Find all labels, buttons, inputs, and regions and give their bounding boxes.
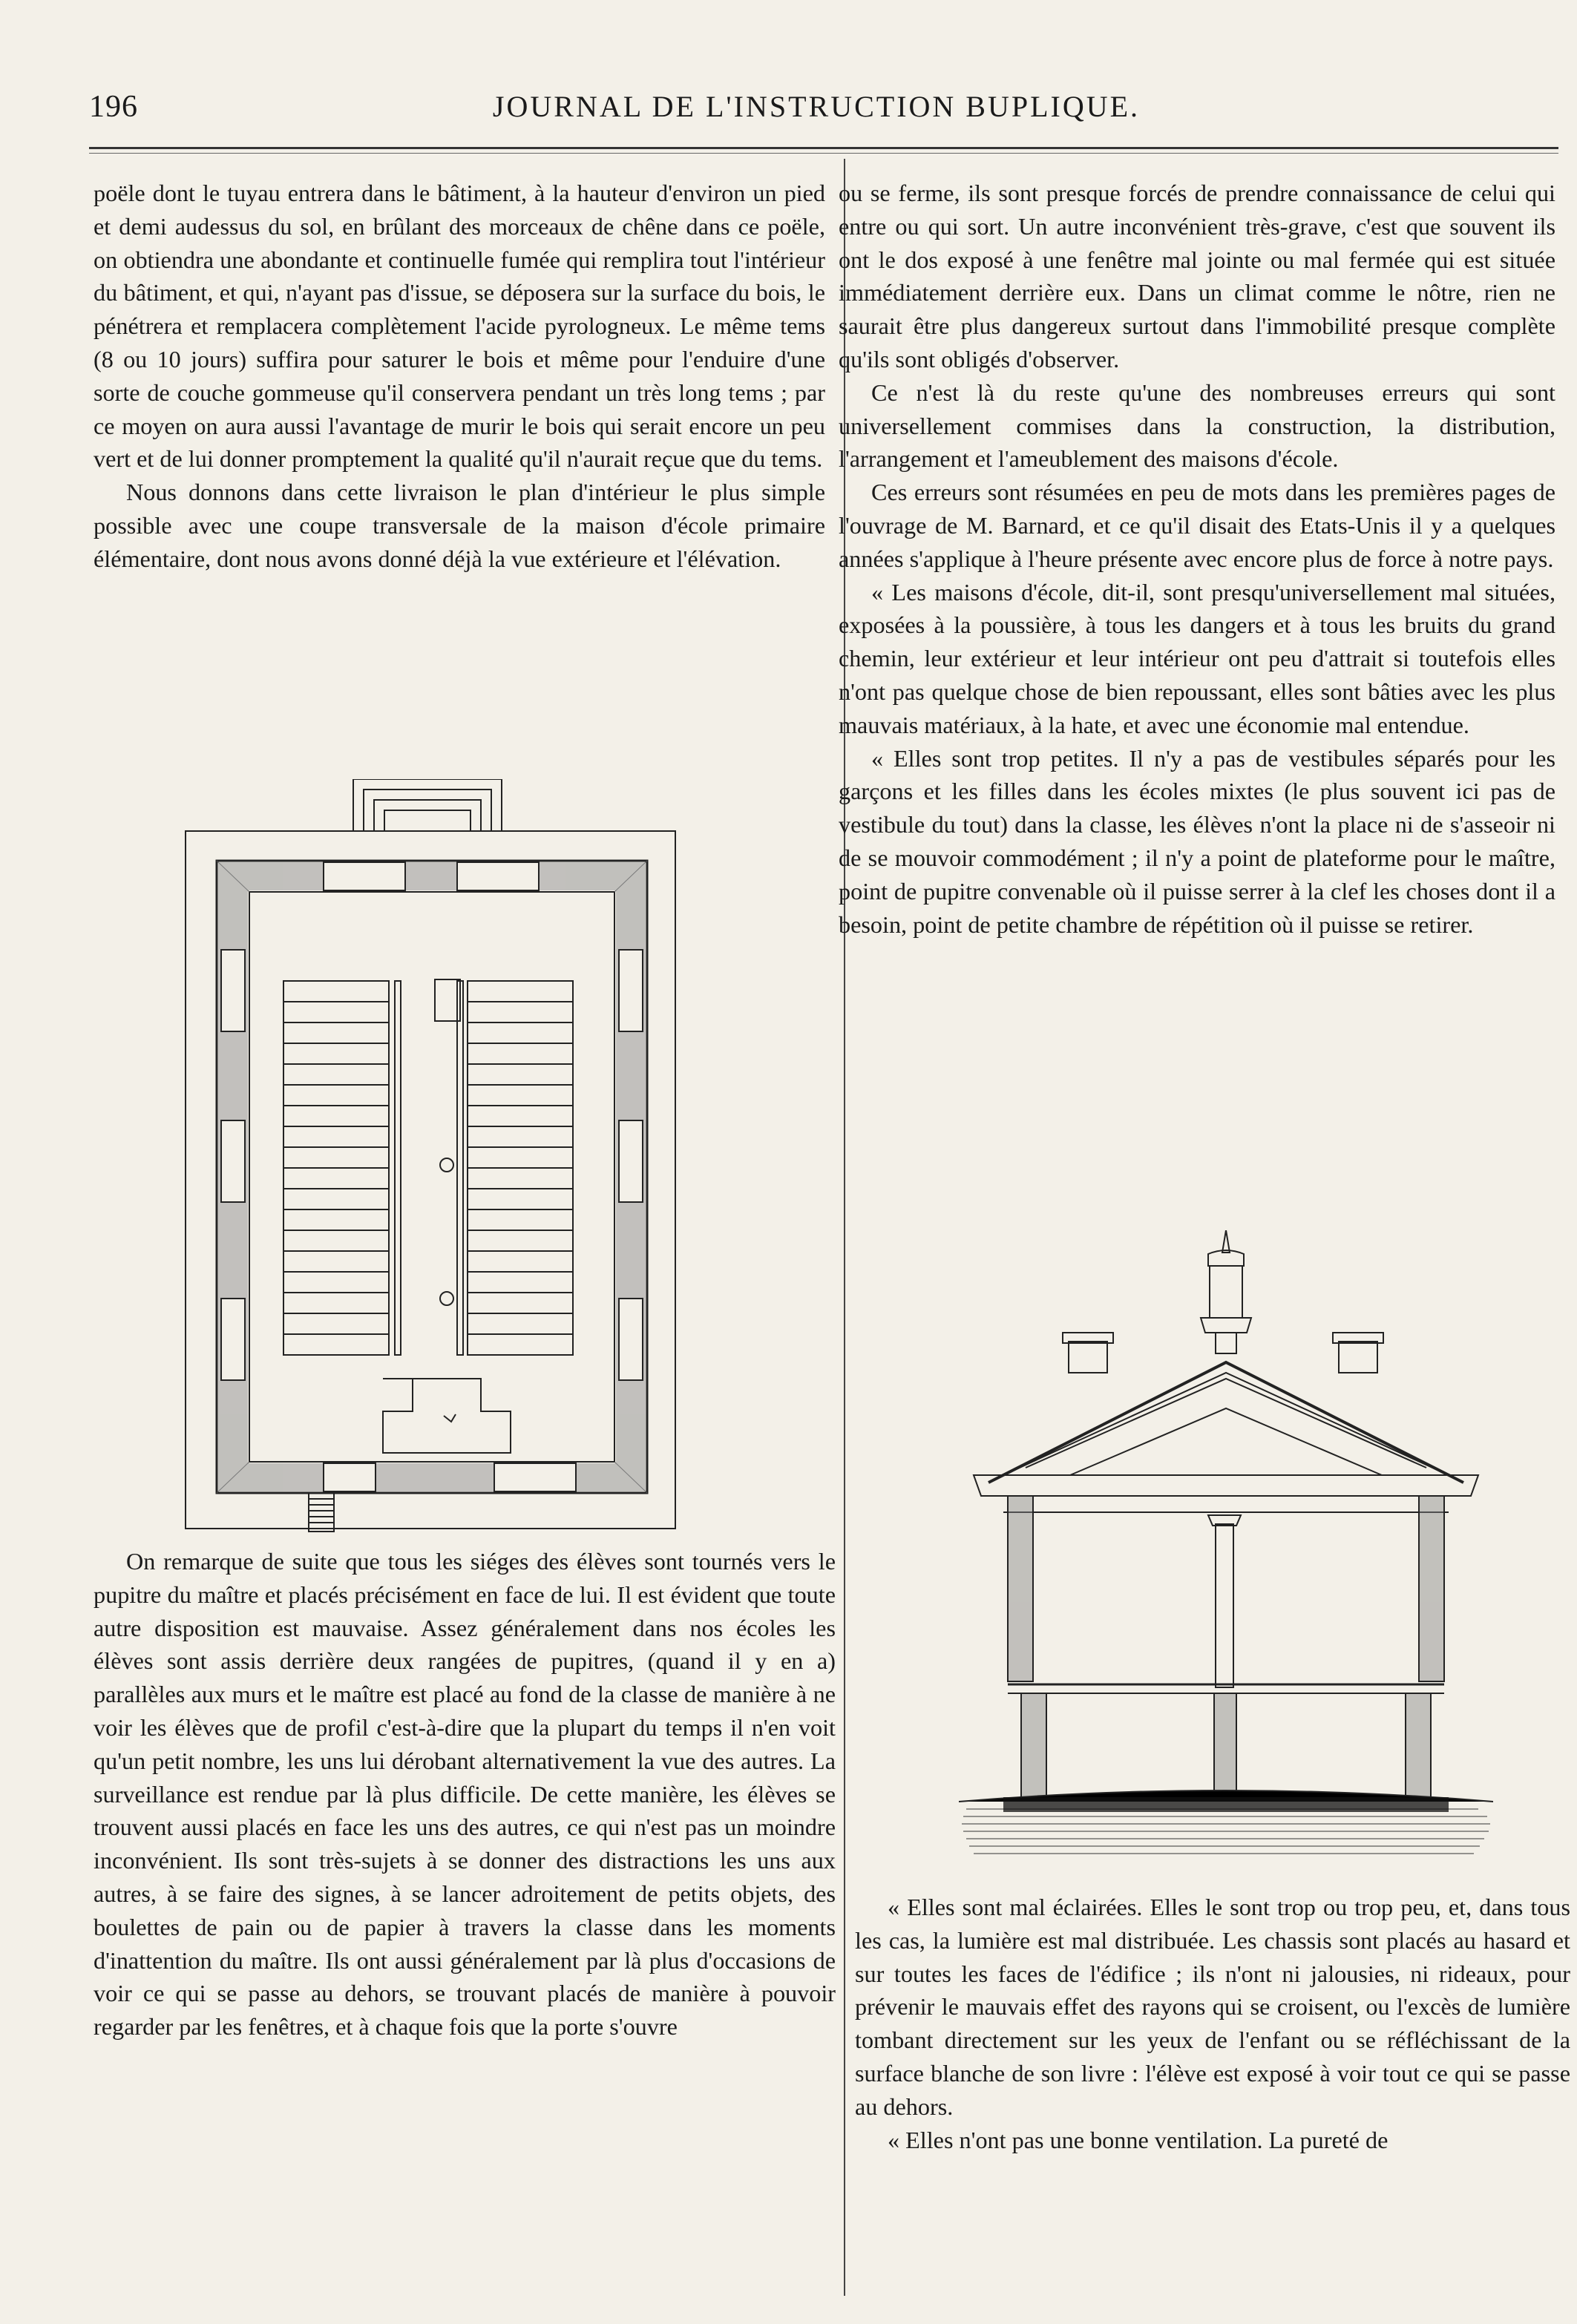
left-column-bottom bbox=[94, 1545, 836, 2044]
left-column-top bbox=[94, 177, 825, 576]
journal-title: JOURNAL DE L'INSTRUCTION BUPLIQUE. bbox=[492, 90, 1141, 123]
page-header bbox=[89, 83, 1544, 128]
paragraph: « Elles n'ont pas une bonne ventilation. La pureté de bbox=[888, 2126, 1389, 2153]
paragraph: « Les maisons d'école, dit-il, sont presqu'universellement mal situées, exposées à la poussière, à tous les dangers et à tous les bruits du grand chemin, leur extérieur et leur intérieur ont peu d'attrait si toutefois elles n'ont pas quelque chose de bien repoussant, elles sont bâties avec les plus mauvais matériaux, à la hate, et avec une économie mal entendue. bbox=[839, 578, 1555, 738]
paragraph: « Elles sont mal éclairées. Elles le sont trop ou trop peu, et, dans tous les cas, la lumière est mal distribuée. Les chassis sont placés au hasard et sur toutes les faces de l'édifice ; ils n'ont ni jalousies, ni rideaux, pour prévenir le mauvais effet des rayons qui se croisent, ou l'excès de lumière tombant directement sur les yeux de l'enfant ou se réfléchissant de la surface blanche de son livre : l'élève est exposé à voir tout ce qui se passe au dehors. bbox=[855, 1894, 1570, 2120]
paragraph: Ce n'est là du reste qu'une des nombreuses erreurs qui sont universellement commises dans la construction, la distribution, l'arrangement et l'ameublement des maisons d'école. bbox=[839, 378, 1555, 473]
right-column-top bbox=[839, 177, 1555, 941]
page-number: 196 bbox=[89, 90, 138, 124]
floor-plan-illustration bbox=[183, 779, 680, 1532]
paragraph: Ces erreurs sont résumées en peu de mots dans les premières pages de l'ouvrage de M. Barnard, et ce qu'il disait des Etats-Unis il y a quelques années s'applique à l'heure présente avec encore plus de force à notre pays. bbox=[839, 479, 1555, 572]
paragraph: poële dont le tuyau entrera dans le bâtiment, à la hauteur d'environ un pied et demi audessus du sol, en brûlant des morceaux de chêne dans ce poële, on obtiendra une abondante et continuelle fumée qui remplira tout l'intérieur du bâtiment, et qui, n'ayant pas d'issue, se déposera sur la surface du bois, le pénétrera et remplacera complètement l'acide pyrologneux. Le même tems (8 ou 10 jours) suffira pour saturer le bois et même pour l'enduire d'une sorte de couche gommeuse qu'il conservera pendant un très long tems ; par ce moyen on aura aussi l'avantage de murir le bois qui serait encore un peu vert et de lui donner promptement la qualité qu'il n'aurait reçue que du tems. bbox=[94, 180, 825, 473]
paragraph: On remarque de suite que tous les siéges des élèves sont tournés vers le pupitre du maître et placés précisément en face de lui. Il est évident que toute autre disposition est mauvaise. Assez généralement dans nos écoles les élèves sont assis derrière deux rangées de pupitres, (quand il y en a) parallèles aux murs et le maître est placé au fond de la classe de manière à ne voir les élèves que de profil c'est-à-dire que la plupart du temps il n'en voit qu'un petit nombre, les uns lui dérobant alternativement la vue des autres. La surveillance est rendue par là plus difficile. De cette manière, les élèves se trouvent aussi placés en face les uns des autres, ce qui n'est pas un moindre inconvénient. Ils sont très-sujets à se donner des distractions les uns aux autres, à se faire des signes, à se lancer adroitement de petits objets, des boulettes de pain ou de papier à travers la classe dans les moments d'inattention du maître. Ils ont aussi généralement par là plus d'occasions de voir ce qui se passe au dehors, se trouvant placés de manière à pouvoir regarder par les fenêtres, et à chaque fois que la porte s'ouvre bbox=[94, 1548, 836, 2041]
header-rule bbox=[89, 147, 1558, 149]
cross-section-illustration bbox=[959, 1230, 1493, 1876]
paragraph: « Elles sont trop petites. Il n'y a pas de vestibules séparés pour les garçons et les filles dans les écoles mixtes (le plus souvent ici pas de vestibule du tout) dans la classe, les élèves n'ont la place ni de s'asseoir ni de se mouvoir commodément ; il n'y a point de plateforme pour le maître, point de pupitre convenable où il puisse serrer à la clef les choses dont il a besoin, point de petite chambre de répétition où il puisse se retirer. bbox=[839, 744, 1555, 938]
right-column-bottom bbox=[855, 1891, 1570, 2156]
header-rule-thin bbox=[89, 153, 1558, 154]
paragraph: Nous donnons dans cette livraison le plan d'intérieur le plus simple possible avec une coupe transversale de la maison d'école primaire élémentaire, dont nous avons donné déjà la vue extérieure et l'élévation. bbox=[94, 479, 825, 572]
paragraph: ou se ferme, ils sont presque forcés de prendre connaissance de celui qui entre ou qui sort. Un autre inconvénient très-grave, c'est que souvent ils ont le dos exposé à une fenêtre mal jointe ou mal fermée qui est située immédiatement derrière eux. Dans un climat comme le nôtre, rien ne saurait être plus dangereux surtout dans l'immobilité presque complète qu'ils sont obligés d'observer. bbox=[839, 180, 1555, 372]
